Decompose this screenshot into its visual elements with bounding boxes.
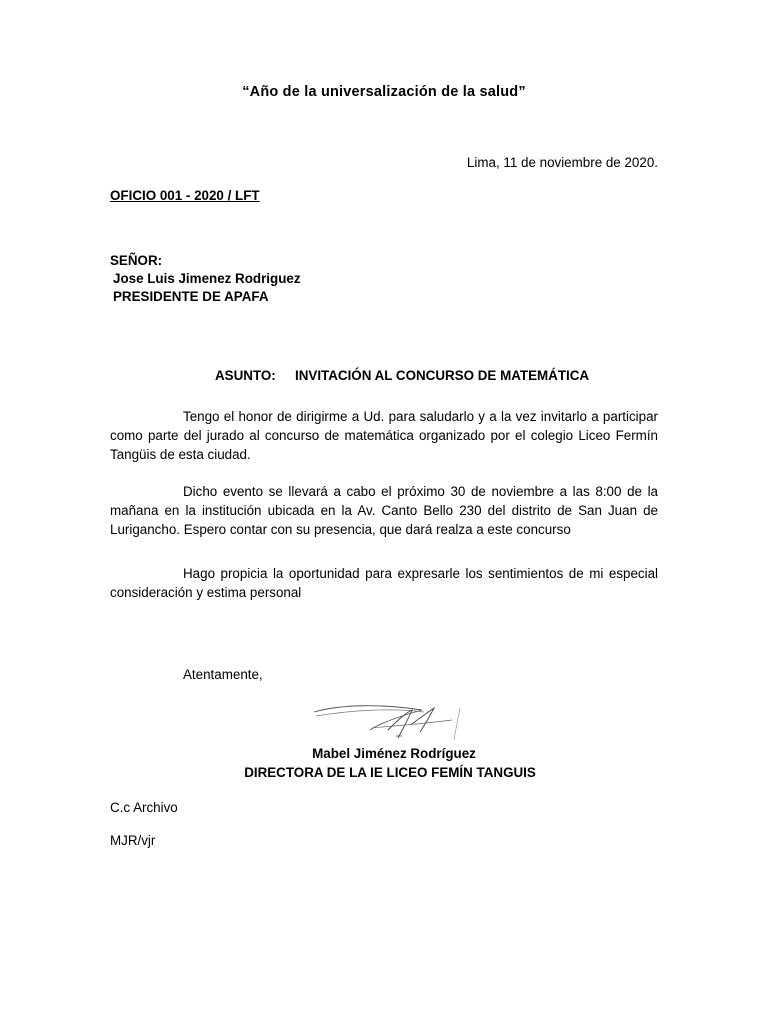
subject-label: ASUNTO: — [215, 368, 276, 383]
recipient-name: Jose Luis Jimenez Rodriguez — [113, 271, 301, 286]
signer-title: DIRECTORA DE LA IE LICEO FEMÍN TANGUIS — [244, 765, 536, 780]
body-paragraph-2: Dicho evento se llevará a cabo el próximo 30 de noviembre a las 8:00 de la mañana en la institución ubicada en la Av. Canto Bello 230 del distrito de San Juan de Lurigancho. Espero contar con su presencia, que dará realza a este concurso — [110, 484, 658, 537]
reference-initials: MJR/vjr — [110, 833, 156, 848]
closing-line: Atentamente, — [183, 667, 263, 682]
recipient-salutation: SEÑOR: — [110, 253, 163, 268]
signer-name: Mabel Jiménez Rodríguez — [312, 746, 476, 761]
subject-line — [215, 368, 589, 383]
recipient-title: PRESIDENTE DE APAFA — [113, 289, 269, 304]
header-motto: “Año de la universalización de la salud” — [242, 84, 526, 100]
subject-text: INVITACIÓN AL CONCURSO DE MATEMÁTICA — [295, 368, 590, 383]
handwritten-signature — [312, 700, 472, 744]
body-paragraph-3: Hago propicia la oportunidad para expresarle los sentimientos de mi especial consideración y estima personal — [110, 566, 658, 600]
letter-date: Lima, 11 de noviembre de 2020. — [466, 155, 658, 170]
letter-reference: OFICIO 001 - 2020 / LFT — [110, 188, 260, 203]
cc-note: C.c Archivo — [110, 800, 178, 815]
body-paragraph-1: Tengo el honor de dirigirme a Ud. para saludarlo y a la vez invitarlo a participar como parte del jurado al concurso de matemática organizado por el colegio Liceo Fermín Tangüis de esta ciudad. — [110, 409, 658, 462]
